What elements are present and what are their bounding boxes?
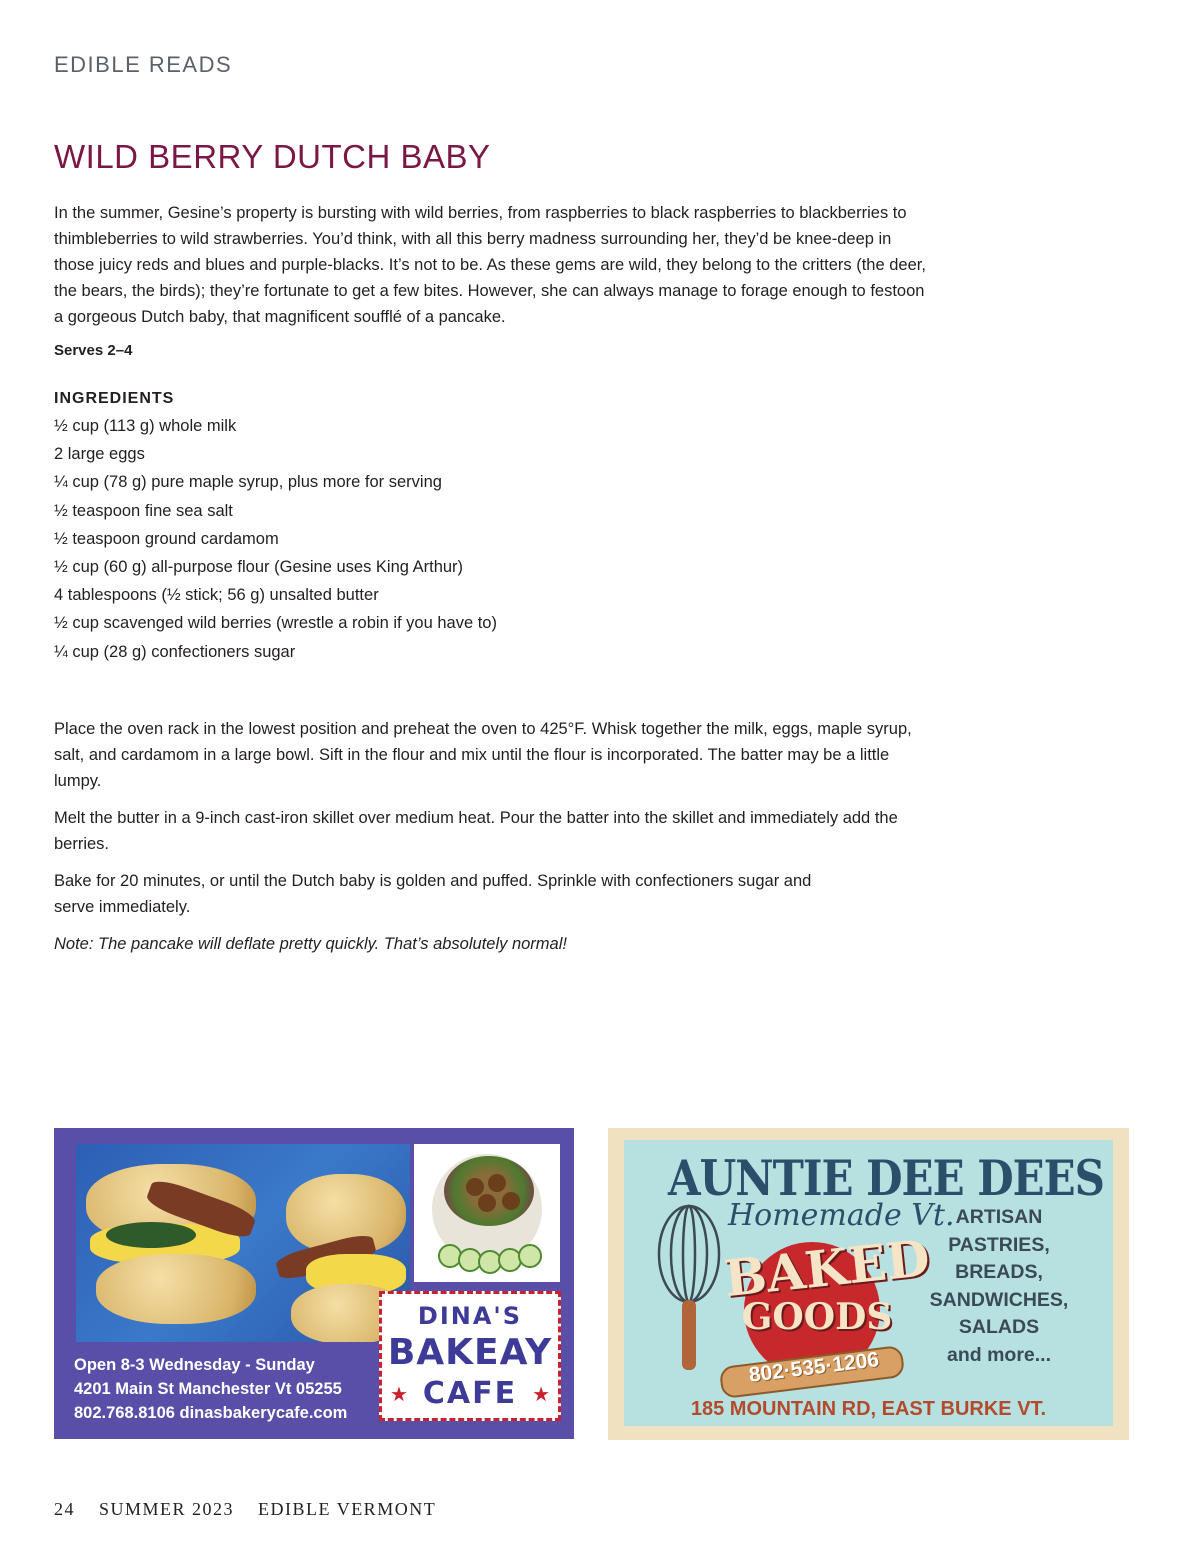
article-intro: In the summer, Gesine’s property is bursting with wild berries, from raspberries to black raspberries to blackberries to thimbleberries to wild strawberries. You’d think, with all this berry madness surrounding her, they’d be knee-deep in those juicy reds and blues and purple-blacks. It’s not to be. As these gems are wild, they belong to the critters (the deer, the bears, the birds); they’re fortunate to get a few bites. However, she can always manage to forage enough to festoon a gorgeous Dutch baby, that magnificent soufflé of a pancake. (54, 204, 926, 326)
auntie-tagline: Homemade Vt. (728, 1198, 955, 1233)
salad-photo (414, 1144, 560, 1282)
ingredients-list (54, 412, 934, 666)
method-step: Place the oven rack in the lowest position and preheat the oven to 425°F. Whisk together the milk, eggs, maple syrup, salt, and cardamom in a large bowl. Sift in the flour and mix until the flour is incorporated. The batter may be a little lumpy. (54, 719, 912, 790)
dinas-contact: 802.768.8106 dinasbakerycafe.com (74, 1404, 348, 1422)
article-title: WILD BERRY DUTCH BABY (54, 138, 491, 175)
star-icon: ★ (390, 1384, 408, 1406)
ingredient-item: 4 tablespoons (½ stick; 56 g) unsalted butter (54, 586, 379, 605)
ingredient-item: ½ cup scavenged wild berries (wrestle a robin if you have to) (54, 614, 497, 633)
breakfast-sandwich-photo (76, 1144, 410, 1342)
ingredient-item: ¼ cup (78 g) pure maple syrup, plus more for serving (54, 473, 442, 492)
logo-line: CAFE (422, 1376, 518, 1411)
auntie-dee-dees-name: AUNTIE DEE DEES (668, 1150, 1104, 1207)
issue-label: SUMMER 2023 (99, 1499, 235, 1519)
method-step: Bake for 20 minutes, or until the Dutch baby is golden and puffed. Sprinkle with confectioners sugar and serve immediately. (54, 871, 812, 916)
offering-item: SANDWICHES, (929, 1288, 1069, 1311)
auntie-phone: 802·535·1206 (747, 1348, 881, 1387)
ingredient-item: ¼ cup (28 g) confectioners sugar (54, 642, 296, 661)
offering-item: BREADS, (955, 1261, 1043, 1283)
page-number: 24 (54, 1499, 75, 1519)
page-footer (54, 1499, 454, 1520)
serves-label: Serves 2–4 (54, 342, 133, 359)
baked-text: BAKED (721, 1228, 933, 1309)
ingredient-item: ½ cup (113 g) whole milk (54, 417, 237, 435)
goods-text: GOODS (741, 1296, 893, 1338)
publication-name: EDIBLE VERMONT (258, 1499, 437, 1519)
dinas-hours: Open 8-3 Wednesday - Sunday (74, 1356, 315, 1374)
section-label: EDIBLE READS (54, 52, 233, 77)
dinas-logo (379, 1291, 561, 1421)
logo-line: BAKEAY (387, 1332, 553, 1373)
dinas-address: 4201 Main St Manchester Vt 05255 (74, 1380, 342, 1398)
ingredients-heading: INGREDIENTS (54, 390, 175, 407)
offering-item: ARTISAN (955, 1206, 1043, 1228)
method-steps (54, 716, 934, 957)
auntie-offerings (924, 1204, 1074, 1369)
ingredient-item: ½ teaspoon fine sea salt (54, 501, 233, 520)
ingredient-item: ½ teaspoon ground cardamom (54, 529, 279, 548)
star-icon: ★ (532, 1384, 550, 1406)
recipe-note: Note: The pancake will deflate pretty quickly. That’s absolutely normal! (54, 934, 567, 953)
logo-line: DINA'S (417, 1302, 523, 1330)
offering-item: SALADS (958, 1316, 1040, 1338)
offering-item: PASTRIES, (948, 1233, 1050, 1256)
ingredient-item: ½ cup (60 g) all-purpose flour (Gesine uses King Arthur) (54, 558, 464, 577)
method-step: Melt the butter in a 9-inch cast-iron skillet over medium heat. Pour the batter into the skillet and immediately add the berries. (54, 808, 898, 853)
whisk-icon (654, 1204, 724, 1374)
article-body (54, 200, 934, 968)
offering-item: and more... (946, 1343, 1052, 1366)
ingredient-item: 2 large eggs (54, 445, 145, 464)
auntie-dee-dees-ad (608, 1128, 1129, 1440)
dinas-info (74, 1353, 347, 1425)
dinas-bakery-ad (54, 1128, 574, 1439)
auntie-address: 185 MOUNTAIN RD, EAST BURKE VT. (690, 1398, 1047, 1420)
